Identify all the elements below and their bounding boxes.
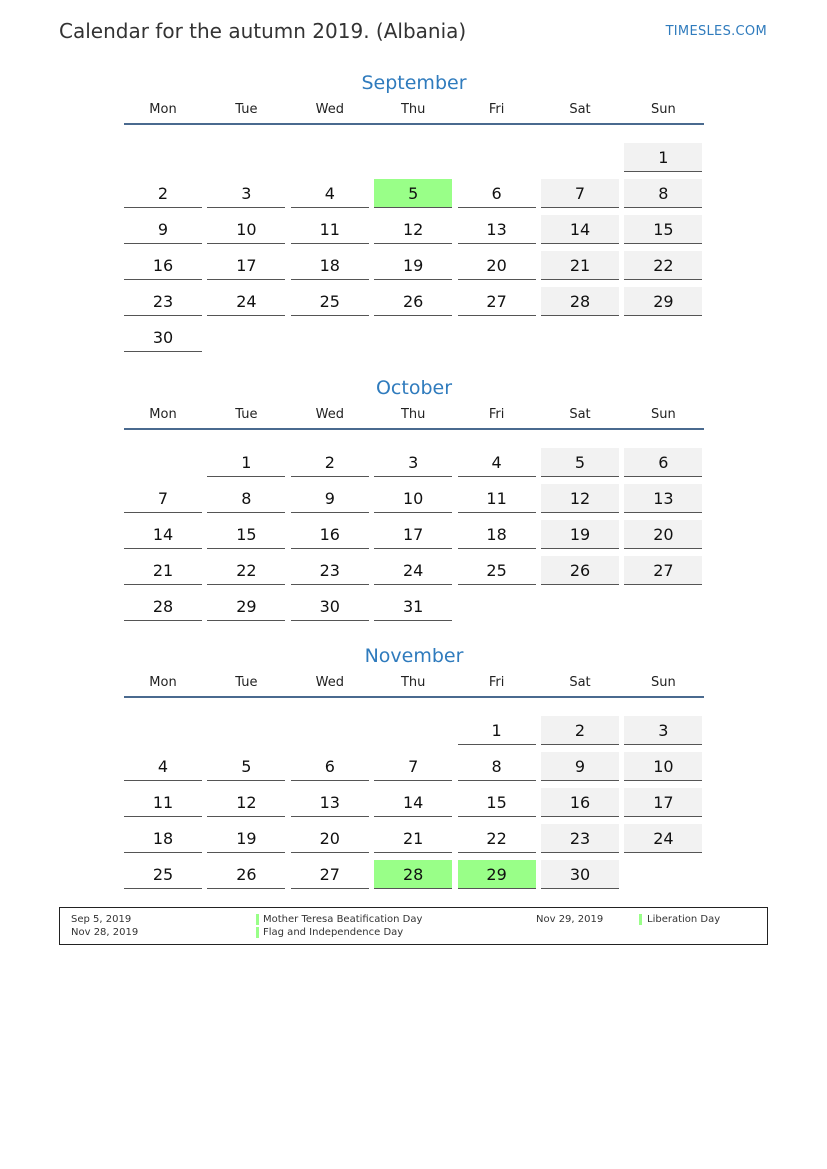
day-cell: 25 [124, 860, 202, 889]
weekday-label: Sun [651, 102, 676, 117]
legend-marker [639, 914, 642, 925]
day-cell: 8 [207, 484, 285, 513]
weekday-label: Fri [488, 407, 505, 422]
day-cell: 8 [624, 179, 702, 208]
day-cell: 28 [541, 287, 619, 316]
day-cell: 4 [291, 179, 369, 208]
day-cell: 21 [541, 251, 619, 280]
day-cell: 15 [458, 788, 536, 817]
weekday-label: Thu [400, 102, 426, 117]
holiday-legend [59, 907, 768, 945]
weekday-label: Tue [235, 675, 258, 690]
weekday-label: Mon [149, 675, 177, 690]
weekday-label: Sun [651, 407, 676, 422]
day-cell: 26 [374, 287, 452, 316]
day-cell: 22 [624, 251, 702, 280]
legend-marker [256, 914, 259, 925]
day-cell: 2 [124, 179, 202, 208]
day-cell: 11 [458, 484, 536, 513]
weekday-label: Sat [569, 675, 591, 690]
weekday-label: Mon [149, 407, 177, 422]
day-cell: 23 [124, 287, 202, 316]
day-cell: 29 [624, 287, 702, 316]
legend-date: Sep 5, 2019 [71, 914, 132, 925]
day-cell: 18 [291, 251, 369, 280]
day-cell: 25 [458, 556, 536, 585]
legend-holiday-name: Flag and Independence Day [263, 927, 404, 938]
day-cell: 11 [124, 788, 202, 817]
day-cell: 16 [291, 520, 369, 549]
day-cell: 24 [624, 824, 702, 853]
day-cell: 3 [624, 716, 702, 745]
weekday-header [124, 402, 704, 430]
day-cell: 4 [124, 752, 202, 781]
month-name: October [375, 377, 453, 399]
day-cell: 10 [207, 215, 285, 244]
day-cell: 14 [374, 788, 452, 817]
day-cell: 12 [207, 788, 285, 817]
day-cell: 7 [124, 484, 202, 513]
day-cell: 14 [541, 215, 619, 244]
day-cell: 4 [458, 448, 536, 477]
day-cell: 28 [124, 592, 202, 621]
day-cell: 16 [124, 251, 202, 280]
page-title: Calendar for the autumn 2019. (Albania) [59, 19, 467, 43]
day-cell: 9 [291, 484, 369, 513]
day-cell: 17 [624, 788, 702, 817]
day-cell: 14 [124, 520, 202, 549]
day-cell: 22 [207, 556, 285, 585]
site-link[interactable]: TIMESLES.COM [665, 24, 767, 39]
day-cell: 7 [374, 752, 452, 781]
day-cell: 27 [458, 287, 536, 316]
day-cell: 18 [124, 824, 202, 853]
day-cell: 6 [458, 179, 536, 208]
day-cell: 3 [207, 179, 285, 208]
day-cell: 6 [291, 752, 369, 781]
day-cell: 8 [458, 752, 536, 781]
day-cell: 7 [541, 179, 619, 208]
weekday-label: Sat [569, 102, 591, 117]
day-cell: 1 [458, 716, 536, 745]
day-cell: 15 [207, 520, 285, 549]
day-cell: 2 [541, 716, 619, 745]
day-cell: 26 [541, 556, 619, 585]
weekday-label: Wed [315, 407, 344, 422]
legend-date: Nov 28, 2019 [71, 927, 139, 938]
day-cell: 19 [541, 520, 619, 549]
day-cell: 17 [207, 251, 285, 280]
day-cell: 15 [624, 215, 702, 244]
weekday-label: Wed [315, 675, 344, 690]
holiday-day-cell: 28 [374, 860, 452, 889]
day-cell: 31 [374, 592, 452, 621]
weekday-label: Thu [400, 675, 426, 690]
day-cell: 20 [291, 824, 369, 853]
day-cell: 2 [291, 448, 369, 477]
day-cell: 9 [124, 215, 202, 244]
day-cell: 13 [624, 484, 702, 513]
day-cell: 12 [541, 484, 619, 513]
weekday-label: Sat [569, 407, 591, 422]
legend-date: Nov 29, 2019 [536, 914, 604, 925]
day-cell: 1 [207, 448, 285, 477]
holiday-day-cell: 5 [374, 179, 452, 208]
day-cell: 23 [291, 556, 369, 585]
day-cell: 11 [291, 215, 369, 244]
day-cell: 25 [291, 287, 369, 316]
day-cell: 3 [374, 448, 452, 477]
month-name: November [364, 645, 464, 667]
day-cell: 21 [124, 556, 202, 585]
day-cell: 20 [458, 251, 536, 280]
day-cell: 1 [624, 143, 702, 172]
weekday-label: Mon [149, 102, 177, 117]
day-cell: 24 [207, 287, 285, 316]
day-cell: 26 [207, 860, 285, 889]
legend-holiday-name: Mother Teresa Beatification Day [263, 914, 423, 925]
weekday-label: Tue [235, 407, 258, 422]
day-cell: 10 [624, 752, 702, 781]
weekday-label: Sun [651, 675, 676, 690]
day-cell: 6 [624, 448, 702, 477]
day-cell: 13 [291, 788, 369, 817]
day-cell: 20 [624, 520, 702, 549]
day-cell: 22 [458, 824, 536, 853]
day-cell: 24 [374, 556, 452, 585]
weekday-header [124, 97, 704, 125]
weekday-header [124, 670, 704, 698]
day-cell: 19 [207, 824, 285, 853]
day-cell: 18 [458, 520, 536, 549]
day-cell: 5 [207, 752, 285, 781]
day-cell: 30 [291, 592, 369, 621]
holiday-day-cell: 29 [458, 860, 536, 889]
month-name: September [361, 72, 467, 94]
day-cell: 29 [207, 592, 285, 621]
day-cell: 5 [541, 448, 619, 477]
legend-holiday-name: Liberation Day [647, 914, 721, 925]
day-cell: 30 [541, 860, 619, 889]
day-cell: 13 [458, 215, 536, 244]
day-cell: 12 [374, 215, 452, 244]
legend-marker [256, 927, 259, 938]
weekday-label: Fri [488, 102, 505, 117]
weekday-label: Thu [400, 407, 426, 422]
day-cell: 23 [541, 824, 619, 853]
day-cell: 19 [374, 251, 452, 280]
day-cell: 17 [374, 520, 452, 549]
day-cell: 27 [291, 860, 369, 889]
weekday-label: Wed [315, 102, 344, 117]
day-cell: 10 [374, 484, 452, 513]
day-cell: 9 [541, 752, 619, 781]
day-cell: 21 [374, 824, 452, 853]
weekday-label: Fri [488, 675, 505, 690]
weekday-label: Tue [235, 102, 258, 117]
day-cell: 16 [541, 788, 619, 817]
day-cell: 27 [624, 556, 702, 585]
day-cell: 30 [124, 323, 202, 352]
